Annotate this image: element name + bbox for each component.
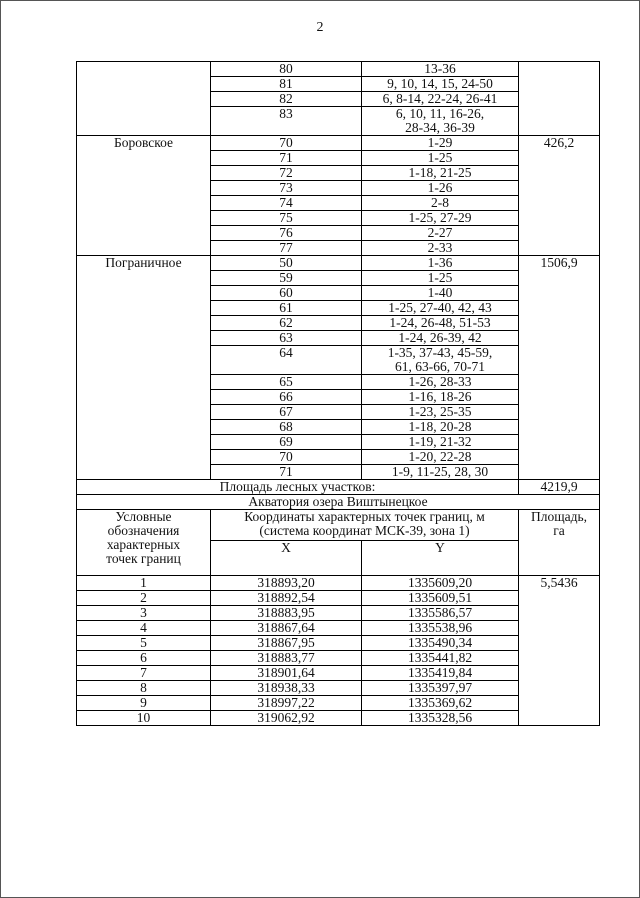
quarter-cell: 66 [211,390,362,405]
quarter-cell: 76 [211,226,362,241]
quarter-cell: 73 [211,181,362,196]
x-coordinate: 318883,77 [211,651,362,666]
plots-cell: 1-24, 26-48, 51-53 [362,316,519,331]
plots-cell: 1-29 [362,136,519,151]
quarter-cell: 62 [211,316,362,331]
quarter-cell: 83 [211,107,362,136]
quarter-cell: 65 [211,375,362,390]
x-coordinate: 319062,92 [211,711,362,726]
point-number: 7 [77,666,211,681]
quarter-cell: 72 [211,166,362,181]
plots-cell: 1-40 [362,286,519,301]
points-header: Условные обозначения характерных точек границ [77,510,211,576]
point-number: 1 [77,576,211,591]
point-number: 6 [77,651,211,666]
y-coordinate: 1335609,20 [362,576,519,591]
plots-cell: 1-25, 27-29 [362,211,519,226]
point-number: 8 [77,681,211,696]
plots-cell: 6, 10, 11, 16-26, 28-34, 36-39 [362,107,519,136]
plots-cell: 1-19, 21-32 [362,435,519,450]
area-cell: 1506,9 [519,256,600,480]
quarter-cell: 77 [211,241,362,256]
x-coordinate: 318901,64 [211,666,362,681]
plots-cell: 1-24, 26-39, 42 [362,331,519,346]
quarter-cell: 68 [211,420,362,435]
x-coordinate: 318867,95 [211,636,362,651]
quarter-cell: 80 [211,62,362,77]
plots-cell: 2-8 [362,196,519,211]
point-number: 3 [77,606,211,621]
quarter-cell: 74 [211,196,362,211]
forest-total-row [77,480,600,495]
plots-cell: 6, 8-14, 22-24, 26-41 [362,92,519,107]
point-number: 4 [77,621,211,636]
y-coordinate: 1335586,57 [362,606,519,621]
quarter-cell: 71 [211,151,362,166]
y-coordinate: 1335609,51 [362,591,519,606]
lake-title-row [77,495,600,510]
quarter-cell: 59 [211,271,362,286]
y-coordinate: 1335441,82 [362,651,519,666]
plots-cell: 1-36 [362,256,519,271]
area-header: Площадь, га [519,510,600,576]
site-name: Пограничное [77,256,211,480]
quarter-cell: 82 [211,92,362,107]
quarter-cell: 60 [211,286,362,301]
plots-cell: 13-36 [362,62,519,77]
point-number: 2 [77,591,211,606]
plots-cell: 1-18, 21-25 [362,166,519,181]
plots-cell: 1-25, 27-40, 42, 43 [362,301,519,316]
plots-cell: 1-25 [362,271,519,286]
x-coordinate: 318892,54 [211,591,362,606]
forest-total-value: 4219,9 [519,480,600,495]
plots-cell: 1-26, 28-33 [362,375,519,390]
plots-cell: 1-26 [362,181,519,196]
y-coordinate: 1335328,56 [362,711,519,726]
point-number: 5 [77,636,211,651]
area-cell: 426,2 [519,136,600,256]
quarter-cell: 71 [211,465,362,480]
quarter-cell: 67 [211,405,362,420]
plots-cell: 1-35, 37-43, 45-59, 61, 63-66, 70-71 [362,346,519,375]
table-row [77,62,600,77]
x-coordinate: 318938,33 [211,681,362,696]
plots-cell: 1-25 [362,151,519,166]
plots-cell: 2-27 [362,226,519,241]
plots-cell: 9, 10, 14, 15, 24-50 [362,77,519,92]
y-coordinate: 1335538,96 [362,621,519,636]
x-coordinate: 318997,22 [211,696,362,711]
land-table [76,61,600,726]
forest-total-label: Площадь лесных участков: [77,480,519,495]
quarter-cell: 50 [211,256,362,271]
page-number: 2 [316,20,324,35]
site-name: Боровское [77,136,211,256]
lake-title: Акватория озера Виштынецкое [77,495,600,510]
table-row [77,256,600,271]
quarter-cell: 70 [211,450,362,465]
plots-cell: 1-18, 20-28 [362,420,519,435]
quarter-cell: 75 [211,211,362,226]
plots-cell: 1-20, 22-28 [362,450,519,465]
x-header: X [211,541,362,576]
table-row [77,576,600,591]
lake-area: 5,5436 [519,576,600,726]
quarter-cell: 69 [211,435,362,450]
plots-cell: 2-33 [362,241,519,256]
quarter-cell: 64 [211,346,362,375]
quarter-cell: 61 [211,301,362,316]
y-coordinate: 1335397,97 [362,681,519,696]
quarter-cell: 81 [211,77,362,92]
y-header: Y [362,541,519,576]
coord-header-row [77,510,600,541]
plots-cell: 1-23, 25-35 [362,405,519,420]
y-coordinate: 1335369,62 [362,696,519,711]
y-coordinate: 1335490,34 [362,636,519,651]
site-cell [77,62,211,136]
x-coordinate: 318893,20 [211,576,362,591]
area-cell [519,62,600,136]
quarter-cell: 70 [211,136,362,151]
point-number: 9 [77,696,211,711]
x-coordinate: 318883,95 [211,606,362,621]
point-number: 10 [77,711,211,726]
coords-header: Координаты характерных точек границ, м (система координат МСК-39, зона 1) [211,510,519,541]
x-coordinate: 318867,64 [211,621,362,636]
quarter-cell: 63 [211,331,362,346]
plots-cell: 1-16, 18-26 [362,390,519,405]
y-coordinate: 1335419,84 [362,666,519,681]
plots-cell: 1-9, 11-25, 28, 30 [362,465,519,480]
table-row [77,136,600,151]
